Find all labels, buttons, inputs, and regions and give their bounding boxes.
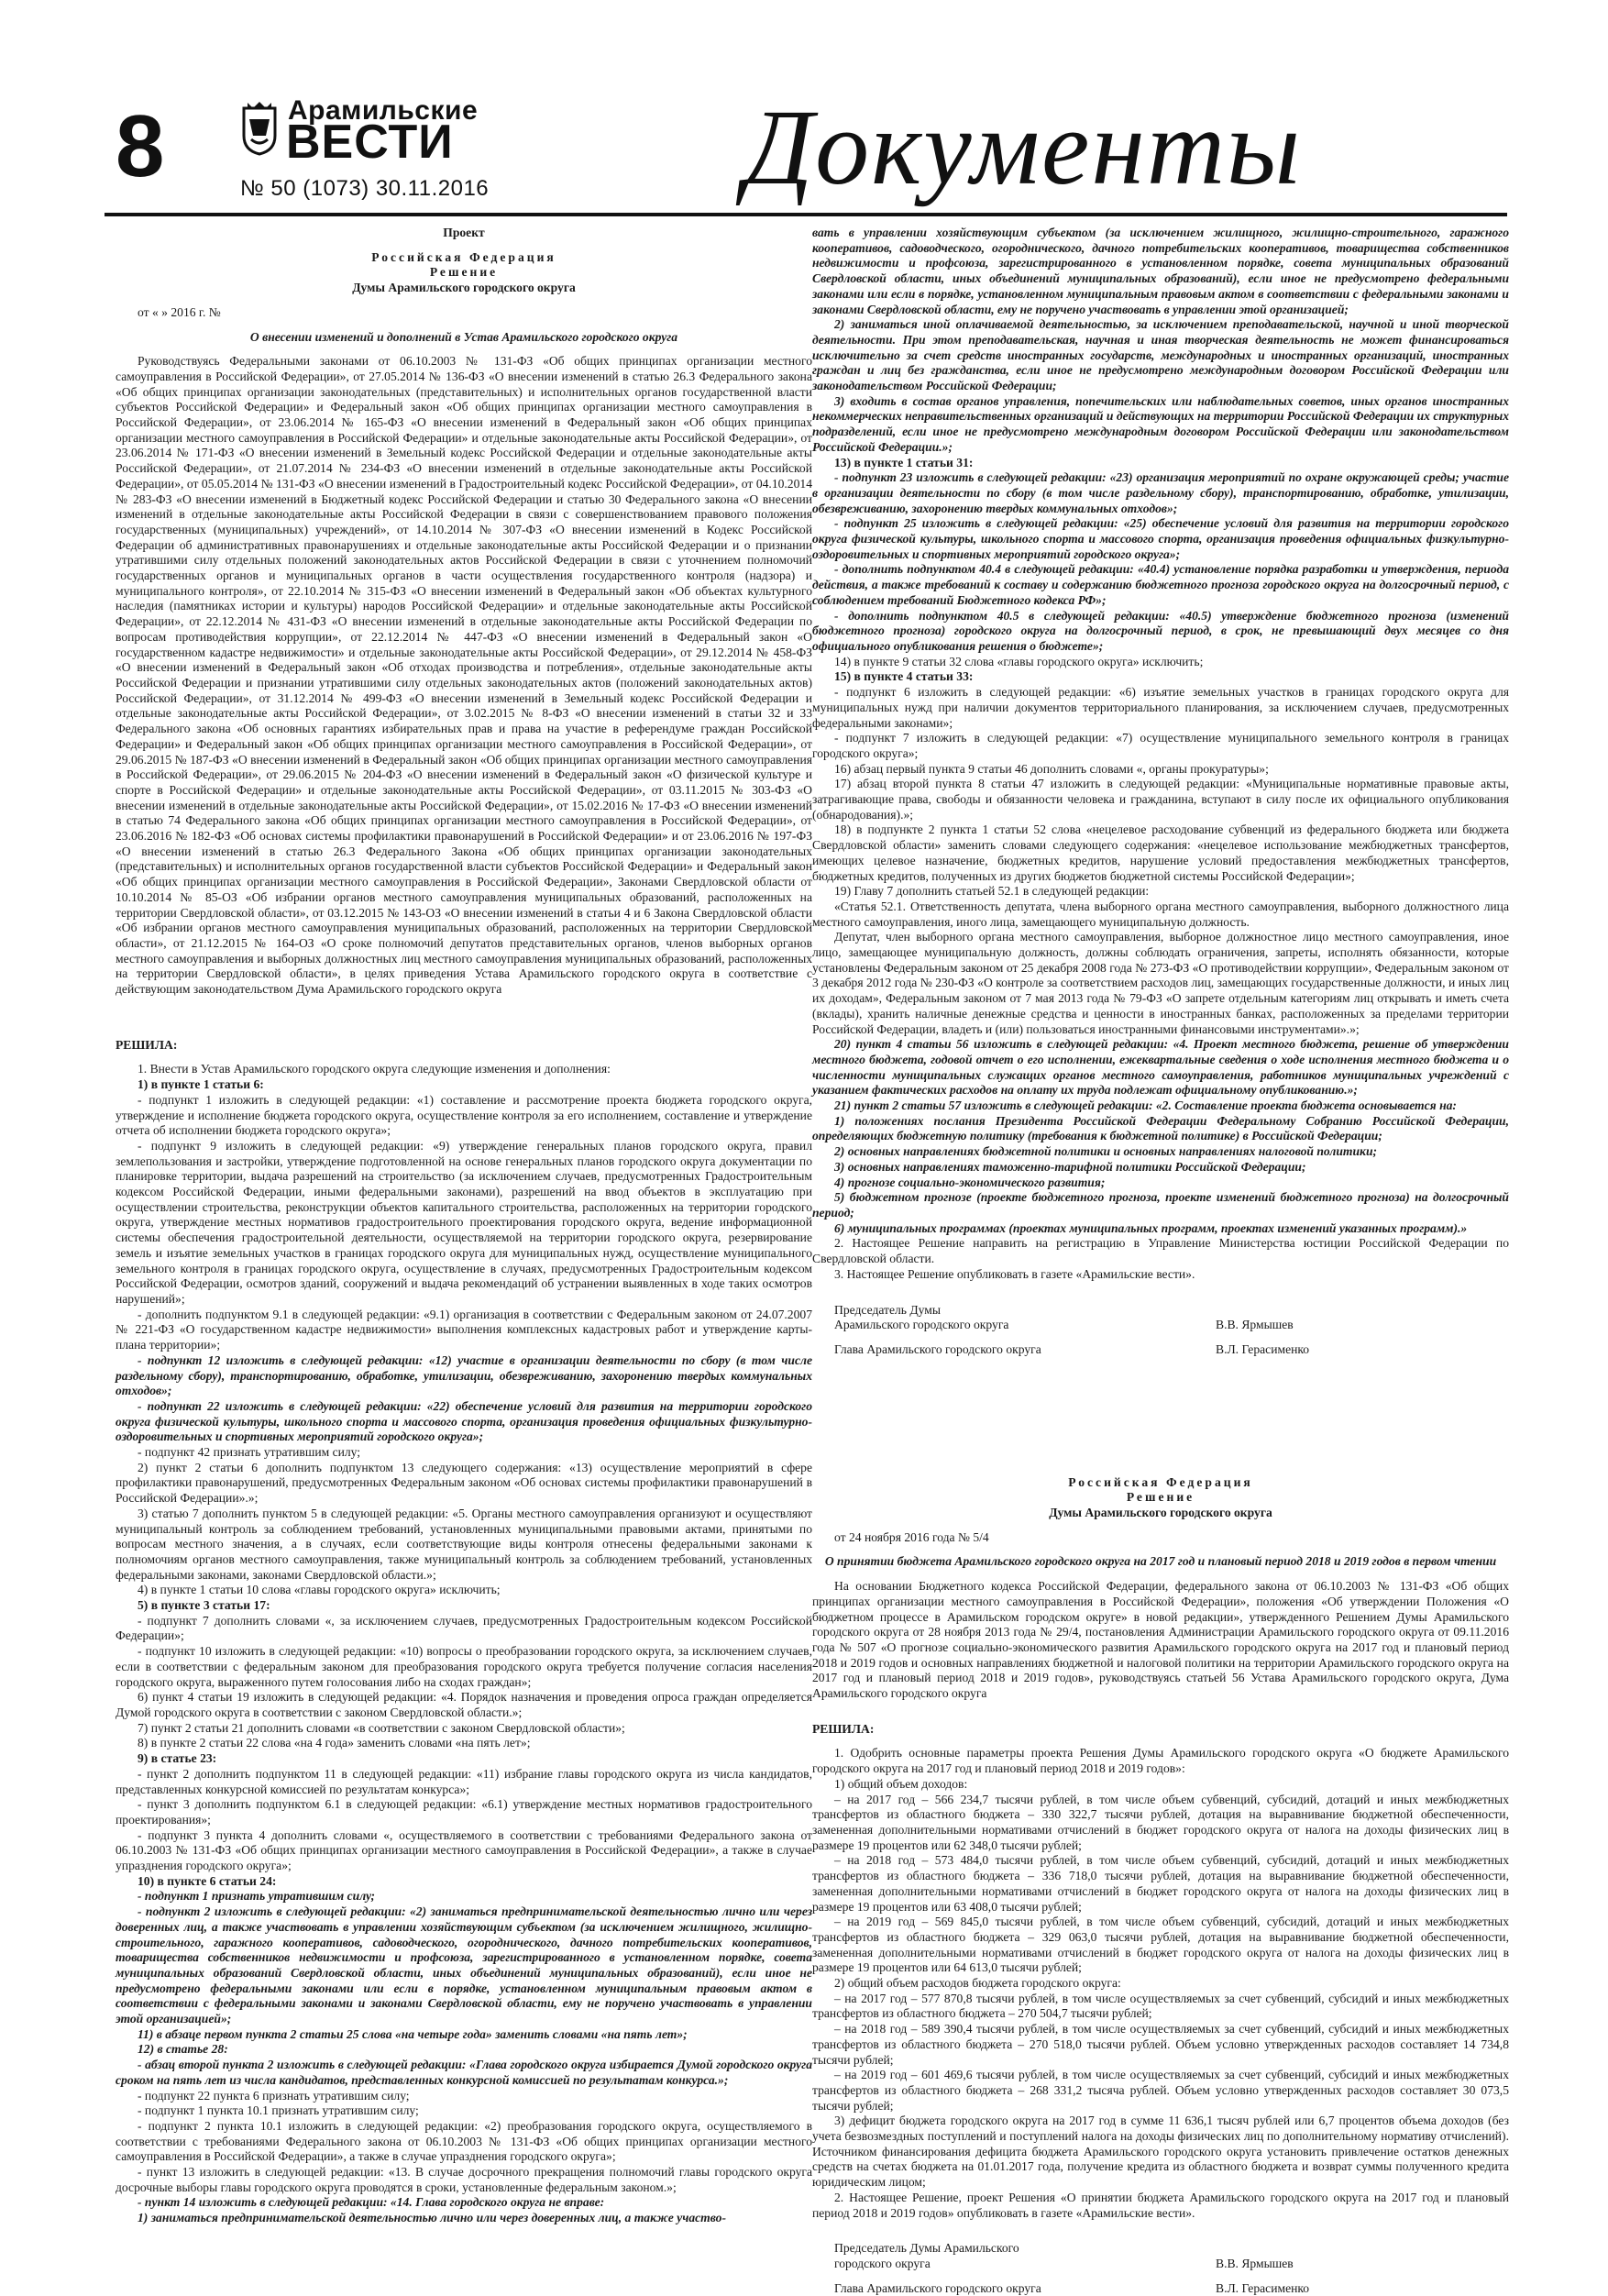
clause: – на 2019 год – 569 845,0 тысячи рублей, в том числе объем субвенций, субсидий, дотаций и иных межбюджетных трансфертов из областного бюджета – 329 063,0 тысячи рублей, дотация на выравнивание бюджетной обеспеченности, замененная дополнительными нормативами отчислений в бюджет городского округа от налога на доходы физических лиц в размере 19 процентов или 64 613,0 тысячи рублей; — [812, 1915, 1509, 1975]
clause: - подпункт 7 дополнить словами «, за исключением случаев, предусмотренных Градостроительным кодексом Российской Федерации»; — [116, 1613, 812, 1643]
signature-role: Глава Арамильского городского округа — [834, 2280, 1041, 2295]
left-column — [116, 226, 812, 2226]
clause: 21) пункт 2 статьи 57 изложить в следующей редакции: «2. Составление проекта бюджета основывается на: — [834, 1098, 1457, 1113]
clause: 6) муниципальных программах (проектах муниципальных программ, проектах изменений указанных программ).» — [834, 1220, 1468, 1235]
clause: - дополнить подпунктом 40.5 в следующей редакции: «40.5) утверждение бюджетного прогноза (изменений бюджетного прогноза) городского округа на долгосрочный период, в срок, не превышающий двух месяцев со дня официального опубликования решения о бюджете»; — [812, 608, 1509, 653]
signature-role: Глава Арамильского городского округа — [834, 1341, 1041, 1356]
decision-heading: Решение — [429, 265, 499, 280]
clause: 1. Одобрить основные параметры проекта Решения Думы Арамильского городского округа «О бюджете Арамильского городского округа на 2017 год и плановый период 2018 и 2019 годов»: — [812, 1746, 1509, 1776]
clause: 1) в пункте 1 статьи 6: — [138, 1077, 264, 1092]
clause: – на 2017 год – 566 234,7 тысячи рублей, в том числе объем субвенций, субсидий, дотаций и иных межбюджетных трансфертов из областного бюджета – 330 322,7 тысячи рублей, дотация на выравнивание бюджетной обеспеченности, замененная дополнительными нормативами отчислений в бюджет городского округа от налога на доходы физических лиц в размере 19 процентов или 62 348,0 тысячи рублей; — [812, 1792, 1509, 1852]
clause: - подпункт 9 изложить в следующей редакции: «9) утверждение генеральных планов городского округа, правил землепользования и застройки, утверждение подготовленной на основе генеральных планов городского округа документации по планировке территории, выдача разрешений на строительство (за исключением случаев, предусмотренных Градостроительным кодексом Российской Федерации, иными федеральными законами), разрешений на ввод объектов в эксплуатацию при осуществлении строительства, реконструкции объектов капитального строительства, расположенных на территории городского округа, утверждение местных нормативов градостроительного проектирования городского округа, ведение информационной системы обеспечения градостроительной деятельности, осуществляемой на территории городского округа, резервирование земель и изъятие земельных участков в границах городского округа для муниципальных нужд, осуществление муниципального земельного контроля в границах городского округа, осуществление в случаях, предусмотренных Градостроительным кодексом Российской Федерации, осмотров зданий, сооружений и выдача рекомендаций об устранении выявленных в ходе таких осмотров нарушений»; — [116, 1138, 812, 1306]
council-heading: Думы Арамильского городского округа — [1049, 1506, 1272, 1520]
clause: - абзац второй пункта 2 изложить в следующей редакции: «Глава городского округа избирается Думой городского округа сроком на пять лет из числа кандидатов, представленных конкурсной комиссией по результатам конкурса.»; — [116, 2058, 812, 2087]
coat-of-arms-icon — [240, 99, 279, 156]
clause: 2. Настоящее Решение, проект Решения «О принятии бюджета Арамильского городского округа на 2017 год и плановый период 2018 и 2019 годов» опубликовать в газете «Арамильские вести». — [812, 2190, 1509, 2220]
signature-name: В.Л. Герасименко — [1216, 1341, 1310, 1356]
decided-heading: РЕШИЛА: — [116, 1037, 178, 1052]
clause: 1) заниматься предпринимательской деятельностью лично или через доверенных лиц, а также участво- — [138, 2211, 726, 2225]
clause: 15) в пункте 4 статьи 33: — [834, 669, 974, 684]
clause: 3) дефицит бюджета городского округа на 2017 год в сумме 11 636,1 тысяч рублей или 6,7 процентов объема доходов (без учета безвозмездных поступлений и поступлений налога на доходы физических лиц по дополнительному нормативу отчислений). Источником финансирования дефицита бюджета Арамильского городского округа установить привлечение остатков денежных средств на счетах бюджета на 01.01.2017 года, получение кредита из областного бюджета и возврат суммы полученного кредита юридическим лицом; — [812, 2114, 1509, 2190]
section-title: Документы — [744, 87, 1303, 207]
clause: 2) пункт 2 статьи 6 дополнить подпунктом 13 следующего содержания: «13) осуществление мероприятий в сфере профилактики правонарушений, предусмотренных Федеральным законом «Об основах системы профилактики правонарушений в Российской Федерации».»; — [116, 1460, 812, 1506]
signature-row — [812, 2281, 1509, 2296]
signature-row — [812, 1342, 1509, 1358]
decision-heading: Решение — [1126, 1490, 1195, 1505]
clause: - пункт 3 дополнить подпунктом 6.1 в следующей редакции: «6.1) утверждение местных нормативов градостроительного проектирования»; — [116, 1797, 812, 1827]
clause: 6) пункт 4 статьи 19 изложить в следующей редакции: «4. Порядок назначения и проведения опроса граждан определяется Думой городского округа в соответствии с законом Свердловской области.»; — [116, 1690, 812, 1719]
clause: 1. Внести в Устав Арамильского городского округа следующие изменения и дополнения: — [138, 1062, 611, 1076]
clause: - дополнить подпунктом 40.4 в следующей редакции: «40.4) установление порядка разработки и утверждения, периода действия, а также требований к составу и содержанию бюджетного прогноза городского округа на долгосрочный период, с соблюдением требований Бюджетного кодекса РФ»; — [812, 562, 1509, 607]
clause: 2) основных направлениях бюджетной политики и основных направлениях налоговой политики; — [834, 1144, 1378, 1159]
clause: – на 2018 год – 589 390,4 тысячи рублей, в том числе осуществляемых за счет субвенций, субсидий и иных межбюджетных трансфертов из областного бюджета – 270 518,0 тысячи рублей. Объем условно утвержденных расходов составляет 14 734,8 тысячи рублей; — [812, 2022, 1509, 2067]
clause: 11) в абзаце первом пункта 2 статьи 25 слова «на четыре года» заменить словами «на пять лет»; — [138, 2026, 688, 2041]
clause: 2) общий объем расходов бюджета городского округа: — [834, 1976, 1121, 1991]
clause: 16) абзац первый пункта 9 статьи 46 дополнить словами «, органы прокуратуры»; — [834, 761, 1269, 776]
clause: 1) положениях послания Президента Российской Федерации Федеральному Собранию Российской Федерации, определяющих бюджетную политику (требования к бюджетной политике) в Российской Федерации; — [812, 1113, 1509, 1143]
clause: 18) в подпункте 2 пункта 1 статьи 52 слова «нецелевое расходование субвенций из федерального бюджета или бюджета Свердловской области» заменить словами следующего содержания: «нецелевое использование межбюджетных трансфертов, имеющих целевое назначение, бюджетных кредитов, нарушение условий предоставления межбюджетных трансфертов, бюджетных кредитов, полученных из других бюджетов бюджетной системы Российской Федерации»; — [812, 822, 1509, 883]
page-number: 8 — [116, 97, 165, 195]
clause: - дополнить подпунктом 9.1 в следующей редакции: «9.1) организация в соответствии с Федеральным законом от 24.07.2007 № 221-ФЗ «О государственном кадастре недвижимости» выполнения комплексных кадастровых работ и утверждение карты-плана территории»; — [116, 1307, 812, 1352]
clause: – на 2019 год – 601 469,6 тысячи рублей, в том числе осуществляемых за счет субвенций, субсидий и иных межбюджетных трансфертов из областного бюджета – 268 331,2 тысяча рублей. Объем условно утвержденных расходов составляет 30 073,5 тысячи рублей; — [812, 2068, 1509, 2113]
clause: - подпункт 1 изложить в следующей редакции: «1) составление и рассмотрение проекта бюджета городского округа, утверждение и исполнение бюджета городского округа, осуществление контроля за его исполнением, составление и утверждение отчета об исполнении бюджета городского округа»; — [116, 1092, 812, 1138]
clause: 3) основных направлениях таможенно-тарифной политики Российской Федерации; — [834, 1159, 1306, 1174]
clause: - подпункт 2 изложить в следующей редакции: «2) заниматься предпринимательской деятельностью лично или через доверенных лиц, а также участвовать в управлении хозяйствующим субъектом (за исключением жилищного, жилищно-строительного, гаражного кооперативов, садоводческого, огороднического, дачного потребительских кооперативов, товарищества собственников недвижимости и профсоюза, зарегистрированного в установленном порядке, совета муниципальных образований Свердловской области, иных объединений муниципальных образований), если иное не предусмотрено федеральными законами или если в порядке, установленном муниципальным правовым актом в соответствии с федеральными законами и законами Свердловской области, ему не поручено участвовать в управлении этой организацией»; — [116, 1904, 812, 2026]
clause: - подпункт 2 пункта 10.1 изложить в следующей редакции: «2) преобразования городского округа, осуществляемого в соответствии с требованиями Федерального закона от 06.10.2003 № 131-ФЗ «Об общих принципах организации местного самоуправления в Российской Федерации», а также в случае упразднения городского округа»; — [116, 2118, 812, 2164]
document-title: О внесении изменений и дополнений в Устав Арамильского городского округа — [249, 329, 678, 344]
issue-number: № 50 (1073) 30.11.2016 — [240, 176, 490, 201]
clause: 7) пункт 2 статьи 21 дополнить словами «в соответствии с законом Свердловской области»; — [138, 1720, 625, 1735]
clause: 12) в статье 28: — [138, 2042, 228, 2057]
signature-role: городского округа — [834, 2256, 931, 2270]
clause: 5) в пункте 3 статьи 17: — [138, 1598, 270, 1613]
clause: 8) в пункте 2 статьи 22 слова «на 4 года» заменить словами «на пять лет»; — [138, 1736, 531, 1750]
clause: - пункт 2 дополнить подпунктом 11 в следующей редакции: «11) избрание главы городского округа из числа кандидатов, представленных конкурсной комиссией по результатам конкурса»; — [116, 1766, 812, 1796]
signature-role: Председатель Думы — [834, 1302, 942, 1317]
clause: 3) входить в состав органов управления, попечительских или наблюдательных советов, иных органов иностранных некоммерческих неправительственных организаций и действующих на территории Российской Федерации их структурных подразделений, если иное не предусмотрено международным договором Российской Федерации или законодательством Российской Федерации.»; — [812, 393, 1509, 454]
draft-label: Проект — [443, 226, 485, 239]
clause: 4) прогнозе социально-экономического развития; — [834, 1175, 1106, 1189]
clause: - подпункт 1 признать утратившим силу; — [138, 1889, 376, 1904]
council-heading: Думы Арамильского городского округа — [352, 281, 576, 295]
clause: 3) статью 7 дополнить пунктом 5 в следующей редакции: «5. Органы местного самоуправления организуют и осуществляют муниципальный контроль за соблюдением требований, установленных муниципальными правовыми актами, принятыми по вопросам местного значения, а в случаях, если соответствующие виды контроля отнесены федеральными законами к полномочиям органов местного самоуправления, также муниципальный контроль за соблюдением требований, установленных федеральными законами, законами Свердловской области.»; — [116, 1506, 812, 1582]
signature-name: В.Л. Герасименко — [1216, 2280, 1310, 2295]
clause: - подпункт 10 изложить в следующей редакции: «10) вопросы о преобразовании городского округа, за исключением случаев, если в соответствии с федеральным законом для преобразования городского округа требуется получение согласия населения городского округа, выраженного путем голосования либо на сходах граждан»; — [116, 1644, 812, 1689]
clause: – на 2017 год – 577 870,8 тысячи рублей, в том числе осуществляемых за счет субвенций, субсидий и иных межбюджетных трансфертов из областного бюджета – 270 504,7 тысячи рублей; — [812, 1991, 1509, 2021]
clause: 4) в пункте 1 статьи 10 слова «главы городского округа» исключить; — [138, 1583, 501, 1597]
signature-name: В.В. Ярмышев — [1216, 1318, 1294, 1332]
country-heading: Российская Федерация — [1068, 1474, 1253, 1489]
clause: 2. Настоящее Решение направить на регистрацию в Управление Министерства юстиции Российской Федерации по Свердловской области. — [812, 1236, 1509, 1266]
clause: - подпункт 1 пункта 10.1 признать утратившим силу; — [138, 2103, 419, 2118]
signature-row — [812, 1318, 1509, 1333]
clause: - подпункт 12 изложить в следующей редакции: «12) участие в организации деятельности по сбору (в том числе раздельному сбору), транспортированию, обработке, утилизации, обезвреживанию, захоронению твердых коммунальных отходов»; — [116, 1352, 812, 1398]
preamble: На основании Бюджетного кодекса Российской Федерации, федерального закона от 06.10.2003 № 131-ФЗ «Об общих принципах организации местного самоуправления в Российской Федерации», положения «Об утверждении Положения «О бюджетном процессе в Арамильском городском округе» в новой редакции», утвержденного Решением Думы Арамильского городского округа от 28 ноября 2013 года № 29/4, постановления Администрации Арамильского городского округа от 09.11.2016 года № 507 «О прогнозе социально-экономического развития Арамильского городского округа на 2017 год и плановый период 2018 и 2019 годов и основных направлениях бюджетной и налоговой политики на территории Арамильского городского округа на 2017 год и плановый период 2018 и 2019 годов», руководствуясь статьей 56 Устава Арамильского городского округа, Дума Арамильского городского округа — [812, 1579, 1509, 1701]
clause: - пункт 14 изложить в следующей редакции: «14. Глава городского округа не вправе: — [138, 2195, 605, 2210]
clause: «Статья 52.1. Ответственность депутата, члена выборного органа местного самоуправления, выборного должностного лица местного самоуправления, иного лица, замещающего муниципальную должность. — [812, 899, 1509, 929]
clause: вать в управлении хозяйствующим субъектом (за исключением жилищного, жилищно-строительного, гаражного кооперативов, садоводческого, огороднического, дачного потребительских кооперативов, товарищества собственников недвижимости и профсоюза, зарегистрированного в установленном порядке, совета муниципальных образований Свердловской области, иных объединений муниципальных образований), если иное не предусмотрено федеральными законами или если в порядке, установленном муниципальным правовым актом в соответствии с федеральными законами и законами Свердловской области, ему не поручено участвовать в управлении этой организацией; — [812, 226, 1509, 316]
clause: - подпункт 3 пункта 4 дополнить словами «, осуществляемого в соответствии с требованиями Федерального закона от 06.10.2003 № 131-ФЗ «Об общих принципах организации местного самоуправления в Российской Федерации», а также в случае упразднения городского округа»; — [116, 1827, 812, 1873]
clause: 2) заниматься иной оплачиваемой деятельностью, за исключением преподавательской, научной и иной творческой деятельности. При этом преподавательская, научная и иная творческая деятельность не может финансироваться исключительно за счет средств иностранных государств, международных и иностранных организаций, иностранных граждан и лиц без гражданства, если иное не предусмотрено международным договором Российской Федерации или законодательством Российской Федерации; — [812, 317, 1509, 393]
document-title: О принятии бюджета Арамильского городского округа на 2017 год и плановый период 2018 и 2019 годов в первом чтении — [824, 1554, 1497, 1569]
clause: - подпункт 23 изложить в следующей редакции: «23) организация мероприятий по охране окружающей среды; участие в организации деятельности по сбору (в том числе раздельному сбору), транспортированию, обработке, утилизации, обезвреживанию, захоронению твердых коммунальных отходов»; — [812, 470, 1509, 515]
clause: 19) Главу 7 дополнить статьей 52.1 в следующей редакции: — [834, 884, 1150, 899]
clause: 17) абзац второй пункта 8 статьи 47 изложить в следующей редакции: «Муниципальные нормативные правовые акты, затрагивающие права, свободы и обязанности человека и гражданина, вступают в силу после их официального опубликования (обнародования).»; — [812, 777, 1509, 822]
clause: 20) пункт 4 статьи 56 изложить в следующей редакции: «4. Проект местного бюджета, решение об утверждении местного бюджета, годовой отчет о его исполнении, ежеквартальные сведения о ходе исполнения местного бюджета и о численности муниципальных служащих органов местного самоуправления, работников муниципальных учреждений с указанием фактических расходов на оплату их труда подлежат официальному опубликованию.»; — [812, 1037, 1509, 1098]
clause: 13) в пункте 1 статьи 31: — [834, 455, 974, 469]
clause: - подпункт 25 изложить в следующей редакции: «25) обеспечение условий для развития на территории городского округа физической культуры, школьного спорта и массового спорта, организация проведения официальных физкультурно-оздоровительных и спортивных мероприятий городского округа»; — [812, 516, 1509, 561]
clause: – на 2018 год – 573 484,0 тысячи рублей, в том числе объем субвенций, субсидий, дотаций и иных межбюджетных трансфертов из областного бюджета – 336 718,0 тысячи рублей, дотация на выравнивание бюджетной обеспеченности, замененная дополнительными нормативами отчислений в бюджет городского округа от налога на доходы физических лиц в размере 19 процентов или 63 408,0 тысячи рублей; — [812, 1853, 1509, 1914]
clause: - подпункт 42 признать утратившим силу; — [138, 1445, 361, 1460]
date-line: от 24 ноября 2016 года № 5/4 — [834, 1529, 989, 1544]
clause: 5) бюджетном прогнозе (проекте бюджетного прогноза, проекте изменений бюджетного прогноза) на долгосрочный период; — [812, 1190, 1509, 1220]
newspaper-name: ВЕСТИ — [286, 116, 454, 169]
signature-role: Арамильского городского округа — [834, 1318, 1009, 1332]
clause: 9) в статье 23: — [138, 1751, 217, 1766]
clause: - подпункт 22 пункта 6 признать утратившим силу; — [138, 2088, 410, 2103]
clause: - подпункт 6 изложить в следующей редакции: «6) изъятие земельных участков в границах городского округа для муниципальных нужд при наличии документов территориального планирования, за исключением случаев, предусмотренных федеральными законами»; — [812, 685, 1509, 730]
clause: 3. Настоящее Решение опубликовать в газете «Арамильские вести». — [834, 1266, 1195, 1281]
preamble: Руководствуясь Федеральными законами от 06.10.2003 № 131-ФЗ «Об общих принципах организации местного самоуправления в Российской Федерации», от 27.05.2014 № 136-ФЗ «О внесении изменений в статью 26.3 Федерального закона «Об общих принципах организации законодательных (представительных) и исполнительных органов государственной власти субъектов Российской Федерации» и Федеральный закон «Об общих принципах организации местного самоуправления в Российской Федерации», от 23.06.2014 № 165-ФЗ «О внесении изменений в Федеральный закон «Об общих принципах организации местного самоуправления в Российской Федерации» и отдельные законодательные акты Российской Федерации», от 23.06.2014 № 171-ФЗ «О внесении изменений в Земельный кодекс Российской Федерации и отдельные законодательные акты Российской Федерации», от 21.07.2014 № 234-ФЗ «О внесении изменений в отдельные законодательные акты Российской Федерации», от 05.05.2014 № 131-ФЗ «О внесении изменений в Градостроительный кодекс Российской Федерации», от 04.10.2014 № 283-ФЗ «О внесении изменений в Бюджетный кодекс Российской Федерации и статью 30 Федерального закона «О внесении изменений в отдельные законодательные акты Российской Федерации в связи с совершенствованием правового положения государственных (муниципальных) учреждений», от 14.10.2014 № 307-ФЗ «О внесении изменений в Кодекс Российской Федерации об административных правонарушениях и отдельные законодательные акты Российской Федерации и о признании утратившими силу отдельных положений законодательных актов Российской Федерации в связи с уточнением полномочий государственных органов и муниципальных органов в части осуществления государственного контроля (надзора) и муниципального контроля», от 22.10.2014 № 315-ФЗ «О внесении изменений в Федеральный закон «Об объектах культурного наследия (памятниках истории и культуры) народов Российской Федерации» и отдельные законодательные акты Российской Федерации», от 22.12.2014 № 431-ФЗ «О внесении изменений в отдельные законодательные акты Российской Федерации по вопросам противодействия коррупции», от 22.12.2014 № 447-ФЗ «О внесении изменений в Федеральный закон «О государственном кадастре недвижимости» и отдельные законодательные акты Российской Федерации», от 29.12.2014 № 458-ФЗ «О внесении изменений в Федеральный закон «Об отходах производства и потребления», отдельные законодательные акты Российской Федерации и признании утратившими силу отдельных законодательных актов (положений законодательных актов) Российской Федерации», от 31.12.2014 № 499-ФЗ «О внесении изменений в Земельный кодекс Российской Федерации и отдельные законодательные акты Российской Федерации», от 3.02.2015 № 8-ФЗ «О внесении изменений в статьи 32 и 33 Федерального закона «Об основных гарантиях избирательных прав и права на участие в референдуме граждан Российской Федерации» и Федеральный закон «Об общих принципах организации местного самоуправления в Российской Федерации», от 29.06.2015 № 187-ФЗ «О внесении изменений в Федеральный закон «Об общих принципах организации местного самоуправления в Российской Федерации», от 29.06.2015 № 204-ФЗ «О внесении изменений в Федеральный закон «О физической культуре и спорте в Российской Федерации» и отдельные законодательные акты Российской Федерации», от 03.11.2015 № 303-ФЗ «О внесении изменений в отдельные законодательные акты Российской Федерации», от 15.02.2016 № 17-ФЗ «О внесении изменений в статью 74 Федерального закона «Об общих принципах организации местного самоуправления в Российской Федерации», от 23.06.2016 № 182-ФЗ «Об основах системы профилактики правонарушений в Российской Федерации» и от 23.06.2016 № 197-ФЗ «О внесении изменений в статью 26.3 Федерального Закона «Об общих принципах организации законодательных (представительных) и исполнительных органов государственной власти субъектов Российской Федерации» и Федеральный закон «Об общих принципах организации местного самоуправления в Российской Федерации», Законами Свердловской области от 10.10.2014 № 85-ОЗ «Об избрании органов местного самоуправления муниципальных образований, расположенных на территории Свердловской области», от 03.12.2015 № 143-ОЗ «О внесении изменений в статьи 4 и 6 Закона Свердловской области «Об избрании органов местного самоуправления муниципальных образований, расположенных на территории Свердловской области», от 21.12.2015 № 164-ОЗ «О сроке полномочий депутатов представительных органов, членов выборных органов местного самоуправления и выборных должностных лиц местного самоуправления муниципальных образований, расположенных на территории Свердловской области», в целях приведения Устава Арамильского городского округа в соответствие с действующим законодательством Дума Арамильского городского округа — [116, 354, 812, 997]
right-column — [812, 226, 1509, 2296]
clause: Депутат, член выборного органа местного самоуправления, выборное должностное лицо местного самоуправления, иное лицо, замещающее муниципальную должность, должны соблюдать ограничения, запреты, исполнять обязанности, которые установлены Федеральным законом от 25 декабря 2008 года № 273-ФЗ «О противодействии коррупции», Федеральным законом от 3 декабря 2012 года № 230-ФЗ «О контроле за соответствием расходов лиц, замещающих государственные должности, и иных лиц их доходам», Федеральным законом от 7 мая 2013 года № 79-ФЗ «О запрете отдельным категориям лиц открывать и иметь счета (вклады), хранить наличные денежные средства и ценности в иностранных банках, расположенных за пределами территории Российской Федерации, владеть и (или) пользоваться иностранными финансовыми инструментами».»; — [812, 930, 1509, 1036]
clause: - пункт 13 изложить в следующей редакции: «13. В случае досрочного прекращения полномочий главы городского округа досрочные выборы главы городского округа проводятся в сроки, установленные федеральным законом.»; — [116, 2165, 812, 2194]
country-heading: Российская Федерация — [371, 249, 556, 264]
date-line: от « » 2016 г. № — [138, 304, 221, 319]
clause: - подпункт 22 изложить в следующей редакции: «22) обеспечение условий для развития на территории городского округа физической культуры, школьного спорта и массового спорта, организация проведения официальных физкультурно-оздоровительных и спортивных мероприятий городского округа»; — [116, 1398, 812, 1444]
newspaper-name-small: Арамильские — [288, 95, 479, 126]
header-rule — [105, 213, 1507, 216]
clause: 14) в пункте 9 статьи 32 слова «главы городского округа» исключить; — [834, 654, 1204, 668]
signature-name: В.В. Ярмышев — [1216, 2256, 1294, 2270]
signature-row — [812, 2257, 1509, 2272]
clause: 1) общий объем доходов: — [834, 1776, 968, 1791]
clause: - подпункт 7 изложить в следующей редакции: «7) осуществление муниципального земельного контроля в границах городского округа»; — [812, 731, 1509, 760]
clause: 10) в пункте 6 статьи 24: — [138, 1873, 277, 1888]
signature-role: Председатель Думы Арамильского — [834, 2241, 1019, 2256]
decided-heading: РЕШИЛА: — [812, 1721, 875, 1736]
